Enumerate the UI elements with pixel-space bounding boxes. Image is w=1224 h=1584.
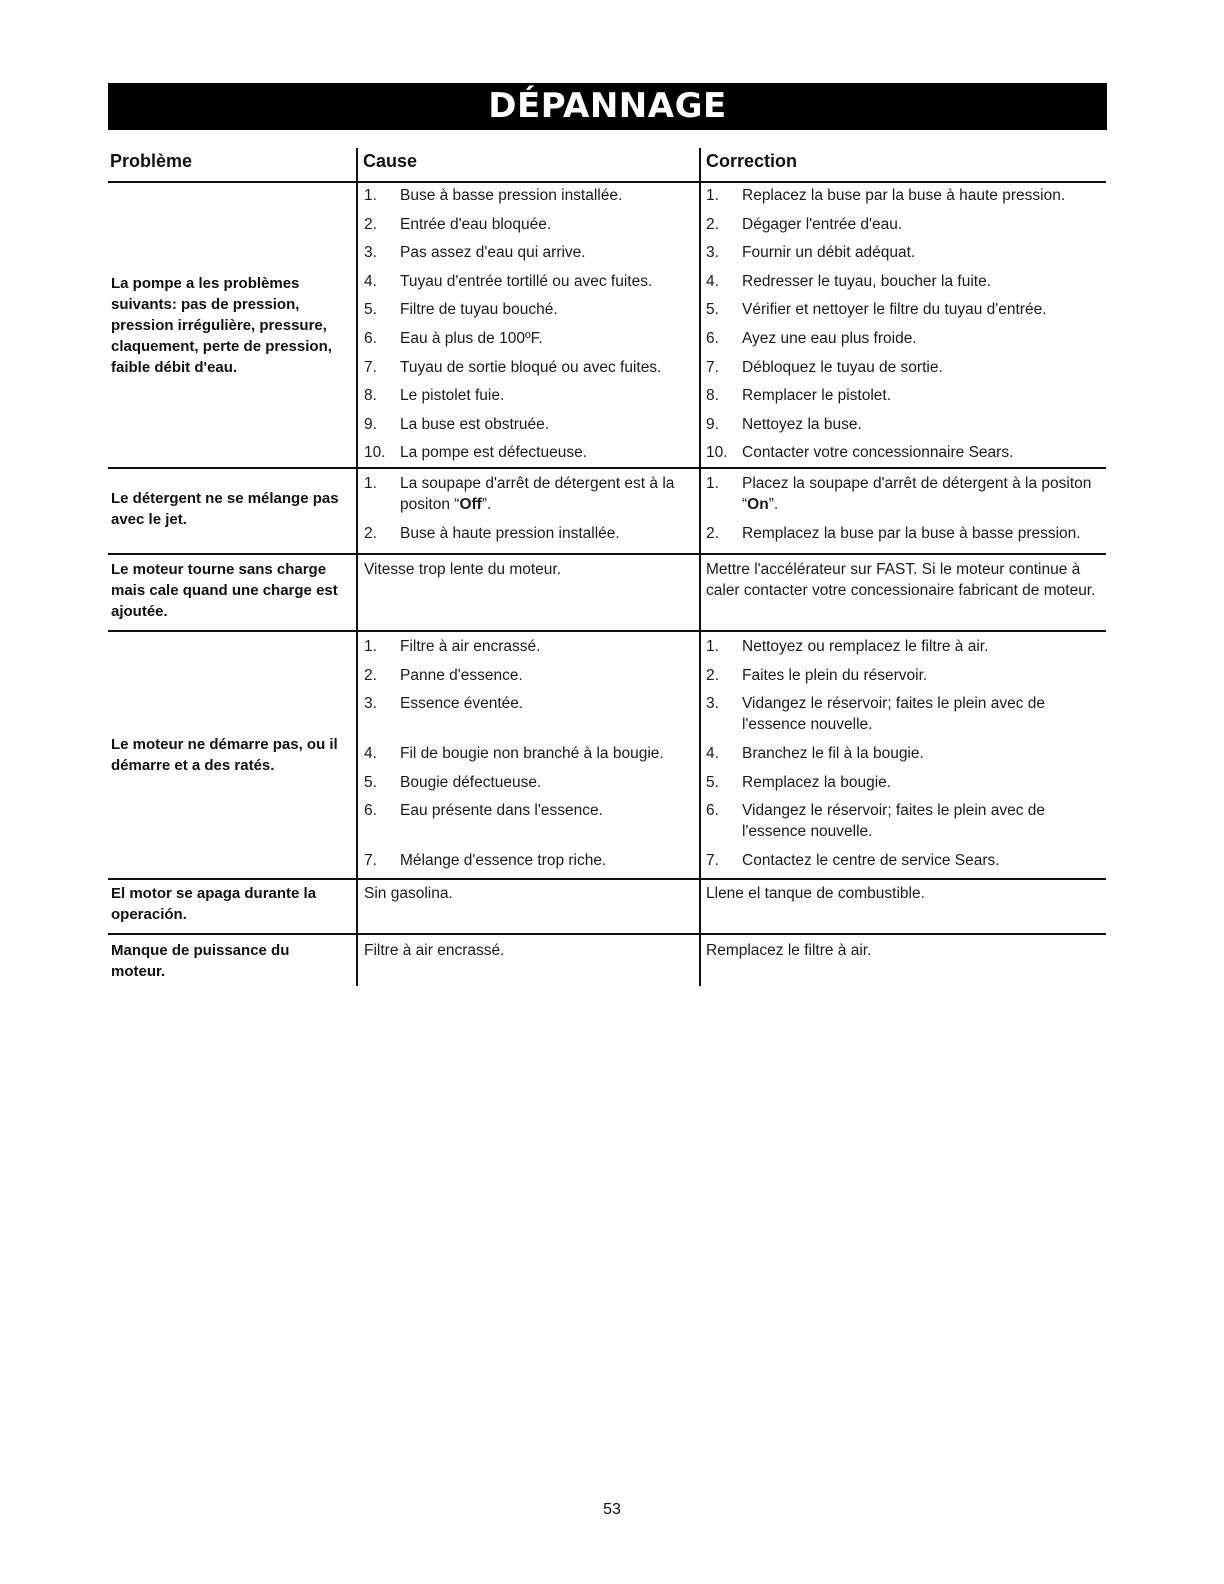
cause-text: Vitesse trop lente du moteur. — [364, 561, 562, 578]
table-row — [108, 183, 1106, 469]
header-cause: Cause — [363, 151, 418, 171]
problem-description: La pompe a les problèmes suivants: pas de pression, pression irrégulière, pressure, claquement, perte de pression, faible débit d'eau. — [111, 274, 332, 376]
list-item: 5. Filtre de tuyau bouché. — [364, 301, 558, 319]
list-item: 10. Contacter votre concessionnaire Sears. — [706, 444, 1014, 462]
list-item: 2. Entrée d'eau bloquée. — [364, 215, 552, 233]
list-item: 2. Faites le plein du réservoir. — [706, 666, 928, 684]
list-item: 6. Ayez une eau plus froide. — [706, 329, 917, 347]
list-item: 3. Vidangez le réservoir; faites le plein avec de l'essence nouvelle. — [706, 695, 1045, 734]
problem-description: Le moteur tourne sans charge mais cale quand une charge est ajoutée. — [111, 561, 338, 620]
problem-description: Le détergent ne se mélange pas avec le jet. — [111, 490, 339, 528]
list-item: 1. Nettoyez ou remplacez le filtre à air. — [706, 638, 989, 655]
list-item: 1. La soupape d'arrêt de détergent est à la positon “Off”. — [364, 475, 675, 513]
list-item: 6. Eau à plus de 100ºF. — [364, 329, 543, 347]
list-item: 4. Tuyau d'entrée tortillé ou avec fuites. — [364, 272, 653, 290]
table-row — [108, 555, 1106, 632]
table-row — [108, 935, 1106, 990]
correction-list — [706, 185, 1106, 471]
correction-text: Llene el tanque de combustible. — [706, 885, 925, 902]
table-header — [108, 148, 1106, 183]
list-item: 7. Débloquez le tuyau de sortie. — [706, 358, 943, 376]
list-item: 7. Tuyau de sortie bloqué ou avec fuites. — [364, 358, 662, 376]
list-item: 7. Mélange d'essence trop riche. — [364, 852, 607, 870]
list-item: 3. Essence éventée. — [364, 695, 524, 713]
list-item: 2. Buse à haute pression installée. — [364, 525, 620, 542]
list-item: 9. La buse est obstruée. — [364, 415, 550, 433]
problem-description: Le moteur ne démarre pas, ou il démarre et a des ratés. — [111, 736, 338, 774]
list-item: 1. Replacez la buse par la buse à haute pression. — [706, 187, 1066, 204]
page-number: 53 — [603, 1501, 621, 1518]
problem-description: Manque de puissance du moteur. — [111, 942, 290, 980]
list-item: 1. Buse à basse pression installée. — [364, 187, 623, 204]
list-item: 3. Pas assez d'eau qui arrive. — [364, 244, 586, 262]
cause-list — [364, 185, 699, 471]
list-item: 2. Remplacez la buse par la buse à basse pression. — [706, 525, 1081, 542]
troubleshooting-table — [108, 148, 1106, 990]
list-item: 8. Le pistolet fuie. — [364, 387, 505, 405]
cause-list — [364, 636, 699, 879]
list-item: 5. Bougie défectueuse. — [364, 773, 542, 791]
cause-list — [364, 473, 699, 551]
list-item: 4. Redresser le tuyau, boucher la fuite. — [706, 272, 991, 290]
problem-description: El motor se apaga durante la operación. — [111, 885, 317, 923]
list-item: 2. Panne d'essence. — [364, 666, 523, 684]
list-item: 8. Remplacer le pistolet. — [706, 387, 892, 405]
page-title: DÉPANNAGE — [108, 83, 1107, 130]
cause-text: Sin gasolina. — [364, 885, 453, 902]
list-item: 6. Eau présente dans l'essence. — [364, 802, 603, 820]
list-item: 3. Fournir un débit adéquat. — [706, 244, 916, 262]
list-item: 10. La pompe est défectueuse. — [364, 444, 587, 462]
list-item: 4. Fil de bougie non branché à la bougie. — [364, 745, 664, 763]
list-item: 5. Remplacez la bougie. — [706, 773, 892, 791]
list-item: 6. Vidangez le réservoir; faites le plein avec de l'essence nouvelle. — [706, 802, 1045, 841]
list-item: 1. Placez la soupape d'arrêt de détergent à la positon “On”. — [706, 475, 1092, 513]
table-row — [108, 880, 1106, 935]
correction-list — [706, 473, 1106, 551]
correction-text: Remplacez le filtre à air. — [706, 942, 872, 959]
list-item: 7. Contactez le centre de service Sears. — [706, 852, 1000, 870]
table-row — [108, 469, 1106, 555]
header-correction: Correction — [706, 151, 798, 171]
header-problem: Problème — [110, 151, 193, 171]
correction-list — [706, 636, 1106, 879]
correction-text: Mettre l'accélérateur sur FAST. Si le moteur continue à caler contacter votre concessionaire fabricant de moteur. — [706, 561, 1096, 599]
table-row — [108, 632, 1106, 880]
list-item: 1. Filtre à air encrassé. — [364, 638, 541, 655]
list-item: 5. Vérifier et nettoyer le filtre du tuyau d'entrée. — [706, 301, 1047, 319]
cause-text: Filtre à air encrassé. — [364, 942, 505, 959]
list-item: 4. Branchez le fil à la bougie. — [706, 745, 924, 763]
list-item: 2. Dégager l'entrée d'eau. — [706, 215, 903, 233]
list-item: 9. Nettoyez la buse. — [706, 415, 862, 433]
